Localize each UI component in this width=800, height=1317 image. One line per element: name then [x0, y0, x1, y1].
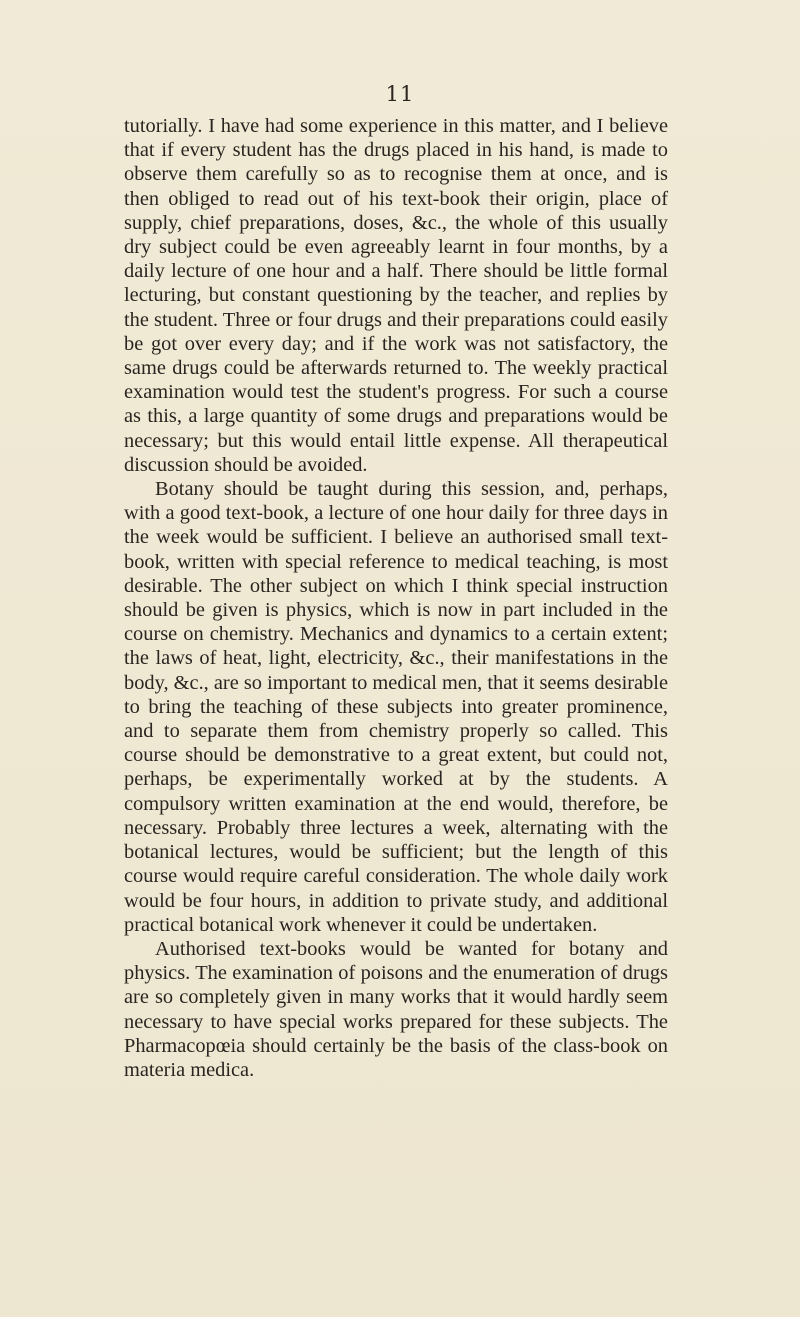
paragraph-continued: tutorially. I have had some experience in this matter, and I believe that if every student has the drugs placed in his hand, is made to observe them carefully so as to recognise them at once, and is then obliged to read out of his text-book their origin, place of supply, chief preparations, doses, &c., the whole of this usually dry subject could be even agreeably learnt in four months, by a daily lecture of one hour and a half. There should be little formal lecturing, but constant questioning by the teacher, and replies by the student. Three or four drugs and their preparations could easily be got over every day; and if the work was not satisfactory, the same drugs could be afterwards returned to. The weekly practical examination would test the student's progress. For such a course as this, a large quantity of some drugs and preparations would be necessary; but this would entail little expense. All therapeutical discussion should be avoided. — [124, 115, 668, 476]
body-text — [124, 114, 668, 1082]
page-number: 11 — [385, 82, 415, 106]
paragraph-textbooks: Authorised text-books would be wanted for botany and physics. The examination of poisons and the enumeration of drugs are so completely given in many works that it would hardly seem necessary to have special works prepared for these subjects. The Pharmacopœia should certainly be the basis of the class-book on materia medica. — [124, 937, 668, 1081]
paragraph-botany: Botany should be taught during this session, and, perhaps, with a good text-book, a lecture of one hour daily for three days in the week would be sufficient. I believe an authorised small text-book, written with special reference to medical teaching, is most desirable. The other subject on which I think special instruction should be given is physics, which is now in part included in the course on chemistry. Mechanics and dynamics to a certain extent; the laws of heat, light, electricity, &c., their manifestations in the body, &c., are so important to medical men, that it seems desirable to bring the teaching of these subjects into greater prominence, and to separate them from chemistry properly so called. This course should be demonstrative to a great extent, but could not, perhaps, be experimentally worked at by the students. A compulsory written examination at the end would, therefore, be necessary. Probably three lectures a week, alternating with the botanical lectures, would be sufficient; but the length of this course would require careful consideration. The whole daily work would be four hours, in addition to private study, and additional practical botanical work whenever it could be undertaken. — [124, 478, 668, 936]
